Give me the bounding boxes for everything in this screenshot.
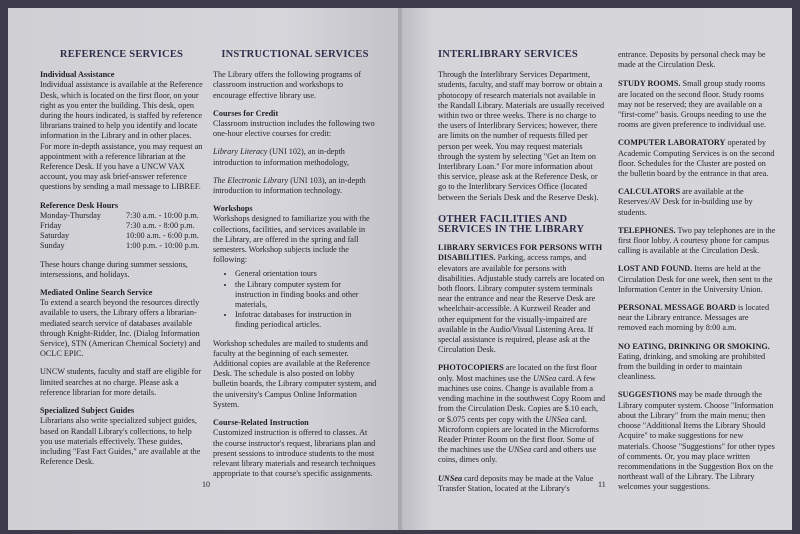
hours-time: 7:30 a.m. - 8:00 p.m. xyxy=(126,221,195,231)
page-number: 10 xyxy=(202,480,210,489)
right-page xyxy=(402,8,792,530)
deposits-continued-text: entrance. Deposits by personal check may be made at the Circulation Desk. xyxy=(618,50,766,70)
list-item: • Infotrac databases for instruction in finding periodical articles. xyxy=(235,310,377,330)
lost-and-found-text: Items are held at the Circulation Desk for one week, then sent to the Information Center in the University Union. xyxy=(618,264,773,294)
desk-hours-title: Reference Desk Hours xyxy=(40,200,119,210)
study-rooms-title: STUDY ROOMS. xyxy=(618,79,681,89)
unsea-deposits xyxy=(438,474,606,494)
instructional-services-column xyxy=(213,50,377,487)
unsea-card-name: UNSea xyxy=(532,373,557,383)
lost-and-found xyxy=(618,264,776,295)
photocopiers-text: card. Microform copiers are located in the Microforms Reader Printer Room on the first floor. Some of the machines use the xyxy=(438,414,599,455)
suggestions-text: may be made through the Library computer system. Choose "Information about the Library" from the main menu; then choose "Additional Items the Library Should Acquire" to make suggestions for new materials. Choose "Suggestions" for other types of comments. Or, you may place written recommendations in the Suggestion Box on the northeast wall of the Library. The Library welcomes your suggestions. xyxy=(618,390,775,492)
computer-lab-text: operated by Academic Computing Services is on the second floor. Schedules for the Cluster are posted on the bulletin board by the entrance in that area. xyxy=(618,138,775,179)
interlibrary-heading: INTERLIBRARY SERVICES xyxy=(438,49,578,60)
message-board xyxy=(618,303,776,334)
unsea-card-name: UNSea xyxy=(438,473,463,483)
hours-time: 10:00 a.m. - 6:00 p.m. xyxy=(126,231,199,241)
reference-services-heading: REFERENCE SERVICES xyxy=(59,49,184,60)
page-number: 11 xyxy=(598,480,606,489)
calculators xyxy=(618,187,776,218)
unsea-deposits-text: card deposits may be made at the Value Transfer Station, located at the Library's xyxy=(438,473,594,493)
hours-day: Sunday xyxy=(40,241,65,251)
desk-hours-table xyxy=(40,211,203,252)
study-rooms xyxy=(618,79,776,130)
photocopiers xyxy=(438,363,606,465)
mediated-search-title: Mediated Online Search Service xyxy=(40,288,153,298)
list-item: • the Library computer system for instruction in finding books and other materials, xyxy=(235,280,377,311)
workshops-text: Workshops designed to familiarize you with the collections, facilities, and services available in the Library, are offered in the spring and fall semesters. Workshop subjects include the following: xyxy=(213,214,370,265)
course-related-text: Customized instruction is offered to classes. At the course instructor's request, librarians plan and present sessions to introduce students to the most relevant library materials and research techniques appropriate to that course's specific assignments. xyxy=(213,428,376,479)
message-board-text: is located near the Library entrance. Messages are removed each morning by 8:00 a.m. xyxy=(618,303,770,333)
no-eating xyxy=(618,342,776,383)
other-facilities-heading xyxy=(438,215,606,235)
heading-line: OTHER FACILITIES AND xyxy=(438,213,568,225)
no-eating-text: Eating, drinking, and smoking are prohibited from the building in order to maintain cleanliness. xyxy=(618,351,766,382)
individual-assistance-title: Individual Assistance xyxy=(40,70,115,80)
unsea-card-name: UNSea xyxy=(545,414,569,424)
mediated-search-eligibility: UNCW students, faculty and staff are eligible for limited searches at no charge. Please ask a reference librarian for more details. xyxy=(40,367,202,397)
courses-for-credit-text: Classroom instruction includes the following two one-hour elective courses for credit: xyxy=(213,119,375,139)
hours-time: 1:00 p.m. - 10:00 p.m. xyxy=(126,241,200,251)
computer-lab-title: COMPUTER LABORATORY xyxy=(618,138,726,148)
subject-guides-text: Librarians also write specialized subject guides, based on Randall Library's collections, to help you use materials effectively. These guides, including "Fast Fact Guides," are available at the Reference Desk. xyxy=(40,416,201,467)
course-electronic-library xyxy=(213,176,377,196)
unsea-card-name: UNSea xyxy=(508,445,532,455)
telephones-title: TELEPHONES. xyxy=(618,225,676,235)
photocopiers-text: are located on the first floor only. Most machines use the xyxy=(438,363,598,383)
facilities-column xyxy=(618,50,776,501)
workshops-title: Workshops xyxy=(213,204,253,214)
photocopiers-title: PHOTOCOPIERS xyxy=(438,363,504,373)
photocopiers-text: card and others use coins, dimes only. xyxy=(438,445,597,465)
message-board-title: PERSONAL MESSAGE BOARD xyxy=(618,303,736,313)
instructional-services-heading: INSTRUCTIONAL SERVICES xyxy=(221,49,369,60)
workshop-schedule-text: Workshop schedules are mailed to students and faculty at the beginning of each semester. Additional copies are available at the Reference Desk. The schedule is also posted on lobby bulletin boards, the Library computer system, and the university's Campus Online Information System. xyxy=(213,338,377,409)
heading-line: SERVICES IN THE LIBRARY xyxy=(438,224,585,236)
list-item: • General orientation tours xyxy=(235,269,377,279)
course-description: (UNI 103), an in-depth introduction to information technology. xyxy=(213,175,366,196)
study-rooms-text: Small group study rooms are located on the second floor. Study rooms may not be reserved; they are available on a "first-come" basis. Groups needing to use the rooms are given preference to individual use. xyxy=(618,79,767,130)
course-name: Library Literacy xyxy=(213,147,268,157)
telephones-text: Two pay telephones are in the first floor lobby. A courtesy phone for campus calling is available at the Circulation Desk. xyxy=(618,225,776,256)
calculators-text: are available at the Reserves/AV Desk for in-building use by students. xyxy=(618,187,753,217)
individual-assistance-text: Individual assistance is available at the Reference Desk, which is located on the first floor, on your right as you enter the building. This desk, open during the hours indicated, is staffed by reference librarians trained to help you identify and locate information in the Library and in other places. For more in-depth assistance, you may request an appointment with a reference librarian at the Reference Desk. If you have a UNCW VAX account, you may ask brief-answer reference questions by sending a mail message to LIBREF. xyxy=(40,80,203,192)
workshop-list xyxy=(213,269,377,330)
reference-services-column xyxy=(40,50,203,475)
interlibrary-column xyxy=(438,50,606,502)
hours-note: These hours change during summer sessions, intersessions, and holidays. xyxy=(40,259,188,279)
disabilities-text: Parking, access ramps, and elevators are available for persons with disabilities. Adjustable study carrels are located on both floors. Library computer system terminals near the entrance and near the Reserve Desk are wheelchair-accessible. A Kurzweil Reader and other equipment for the visually-impaired are available in the Audio/Visual Listening Area. If special assistance is required, please ask at the Circulation Desk. xyxy=(438,253,605,355)
computer-laboratory xyxy=(618,138,776,179)
course-name: The Electronic Library xyxy=(213,175,289,185)
suggestions xyxy=(618,390,776,492)
disabilities-services xyxy=(438,243,606,355)
instructional-intro: The Library offers the following programs of classroom instruction and workshops to encourage effective library use. xyxy=(213,70,362,100)
suggestions-title: SUGGESTIONS xyxy=(618,390,677,400)
interlibrary-text: Through the Interlibrary Services Department, students, faculty, and staff may borrow or obtain a photocopy of research materials not available in the Randall Library. Materials are usually received within two or three weeks. There is no charge to the users of Interlibrary Services; however, there are limits on the number of requests filled per person per week. You may request materials through the system by selecting "Get an Item on Interlibrary Loan." For more information about this service, please ask at the Reference Desk, or go to the Interlibrary Services Office (located between the Serials Desk and the Reserve Desk). xyxy=(438,70,605,202)
brochure-spread xyxy=(8,8,792,530)
course-related-title: Course-Related Instruction xyxy=(213,418,309,428)
course-description: (UNI 102), an in-depth introduction to information methodology, xyxy=(213,147,349,167)
left-page xyxy=(8,8,400,530)
calculators-title: CALCULATORS xyxy=(618,187,681,197)
hours-day: Saturday xyxy=(40,231,70,241)
subject-guides-title: Specialized Subject Guides xyxy=(40,406,135,416)
hours-day: Friday xyxy=(40,221,62,231)
no-eating-title: NO EATING, DRINKING OR SMOKING. xyxy=(618,341,770,351)
course-library-literacy xyxy=(213,147,377,167)
telephones xyxy=(618,226,776,257)
photocopiers-text: card. A few machines use coins. Change is available from a vending machine in the southwest Copy Room and from the Circulation Desk. Copies are $.10 each, or $.075 cents per copy with the xyxy=(438,373,606,424)
mediated-search-text: To extend a search beyond the resources directly available to users, the Library offers a librarian-mediated search service of databases available through Knight-Ridder, Inc. (Dialog Information Service), STN (American Chemical Society) and OCLC EPIC. xyxy=(40,298,201,359)
disabilities-title: LIBRARY SERVICES FOR PERSONS WITH DISABILITIES. xyxy=(438,243,603,263)
lost-and-found-title: LOST AND FOUND. xyxy=(618,264,693,274)
hours-day: Monday-Thursday xyxy=(40,210,101,220)
courses-for-credit-title: Courses for Credit xyxy=(213,108,279,118)
hours-time: 7:30 a.m. - 10:00 p.m. xyxy=(126,210,199,220)
